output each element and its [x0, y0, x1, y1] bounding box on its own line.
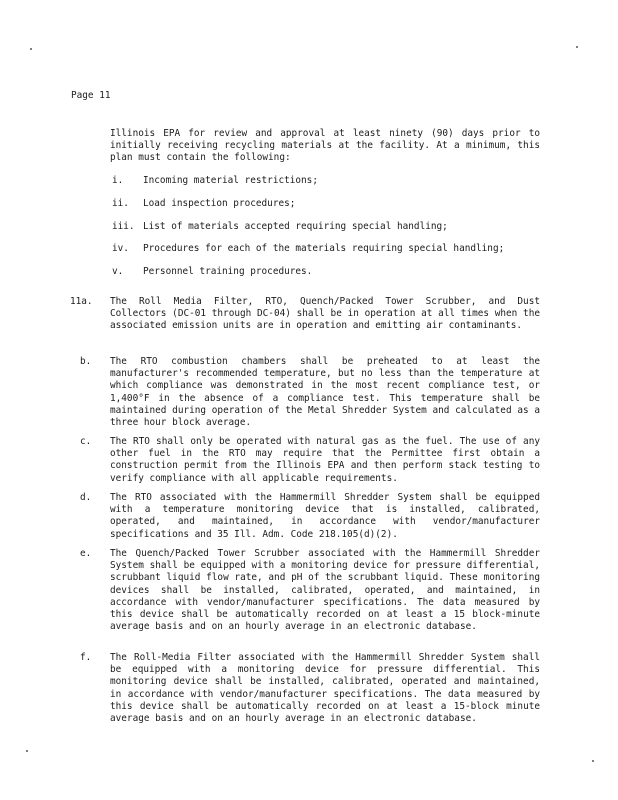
scan-speck: [576, 46, 578, 48]
list-item-number: v.: [112, 266, 124, 277]
list-item-number: iii.: [112, 221, 135, 232]
subcondition-label: c.: [80, 436, 92, 447]
condition-number: 11a.: [70, 296, 93, 307]
list-item-number: iv.: [112, 243, 129, 254]
subcondition-text: The RTO associated with the Hammermill Shredder System shall be equipped with a temperature monitoring device that is installed, calibrated, operated, and maintained, in accordance with vendor/manufacturer specifications and 35 Ill. Adm. Code 218.105(d)(2).: [110, 492, 540, 540]
subcondition-text: The Quench/Packed Tower Scrubber associated with the Hammermill Shredder System shall be equipped with a monitoring device for pressure differential, scrubbant liquid flow rate, and pH of the scrubbant liquid. These monitoring devices shall be installed, calibrated, operated, and maintained, in accordance with vendor/manufacturer specifications. The data measured by this device shall be automatically recorded on at least a 15 block-minute average basis and on an hourly average in an electronic database.: [110, 548, 540, 633]
intro-paragraph: Illinois EPA for review and approval at least ninety (90) days prior to initially receiving recycling materials at the facility. At a minimum, this plan must contain the following:: [110, 128, 540, 164]
scan-speck: [30, 48, 32, 50]
page-label: Page 11: [71, 90, 111, 101]
list-item-text: Procedures for each of the materials requiring special handling;: [143, 243, 505, 254]
list-item-number: i.: [112, 175, 124, 186]
list-item-number: ii.: [112, 198, 129, 209]
condition-text: The Roll Media Filter, RTO, Quench/Packed Tower Scrubber, and Dust Collectors (DC-01 through DC-04) shall be in operation at all times when the associated emission units are in operation and emitting air contaminants.: [110, 296, 540, 332]
subcondition-text: The RTO shall only be operated with natural gas as the fuel. The use of any other fuel in the RTO may require that the Permittee first obtain a construction permit from the Illinois EPA and then perform stack testing to verify compliance with all applicable requirements.: [110, 436, 540, 484]
subcondition-label: b.: [80, 356, 92, 367]
subcondition-label: e.: [80, 548, 92, 559]
list-item-text: Incoming material restrictions;: [143, 175, 318, 186]
subcondition-label: d.: [80, 492, 92, 503]
subcondition-label: f.: [80, 652, 92, 663]
scan-speck: [592, 760, 594, 762]
list-item-text: Personnel training procedures.: [143, 266, 313, 277]
subcondition-text: The RTO combustion chambers shall be preheated to at least the manufacturer's recommended temperature, but no less than the temperature at which compliance was demonstrated in the most recent compliance test, or 1,400°F in the absence of a compliance test. This temperature shall be maintained during operation of the Metal Shredder System and calculated as a three hour block average.: [110, 356, 540, 429]
subcondition-text: The Roll-Media Filter associated with the Hammermill Shredder System shall be equipped with a monitoring device for pressure differential. This monitoring device shall be installed, calibrated, operated and maintained, in accordance with vendor/manufacturer specifications. The data measured by this device shall be automatically recorded on at least a 15-block minute average basis and on an hourly average in an electronic database.: [110, 652, 540, 725]
scan-speck: [26, 750, 28, 752]
list-item-text: Load inspection procedures;: [143, 198, 296, 209]
list-item-text: List of materials accepted requiring special handling;: [143, 221, 448, 232]
